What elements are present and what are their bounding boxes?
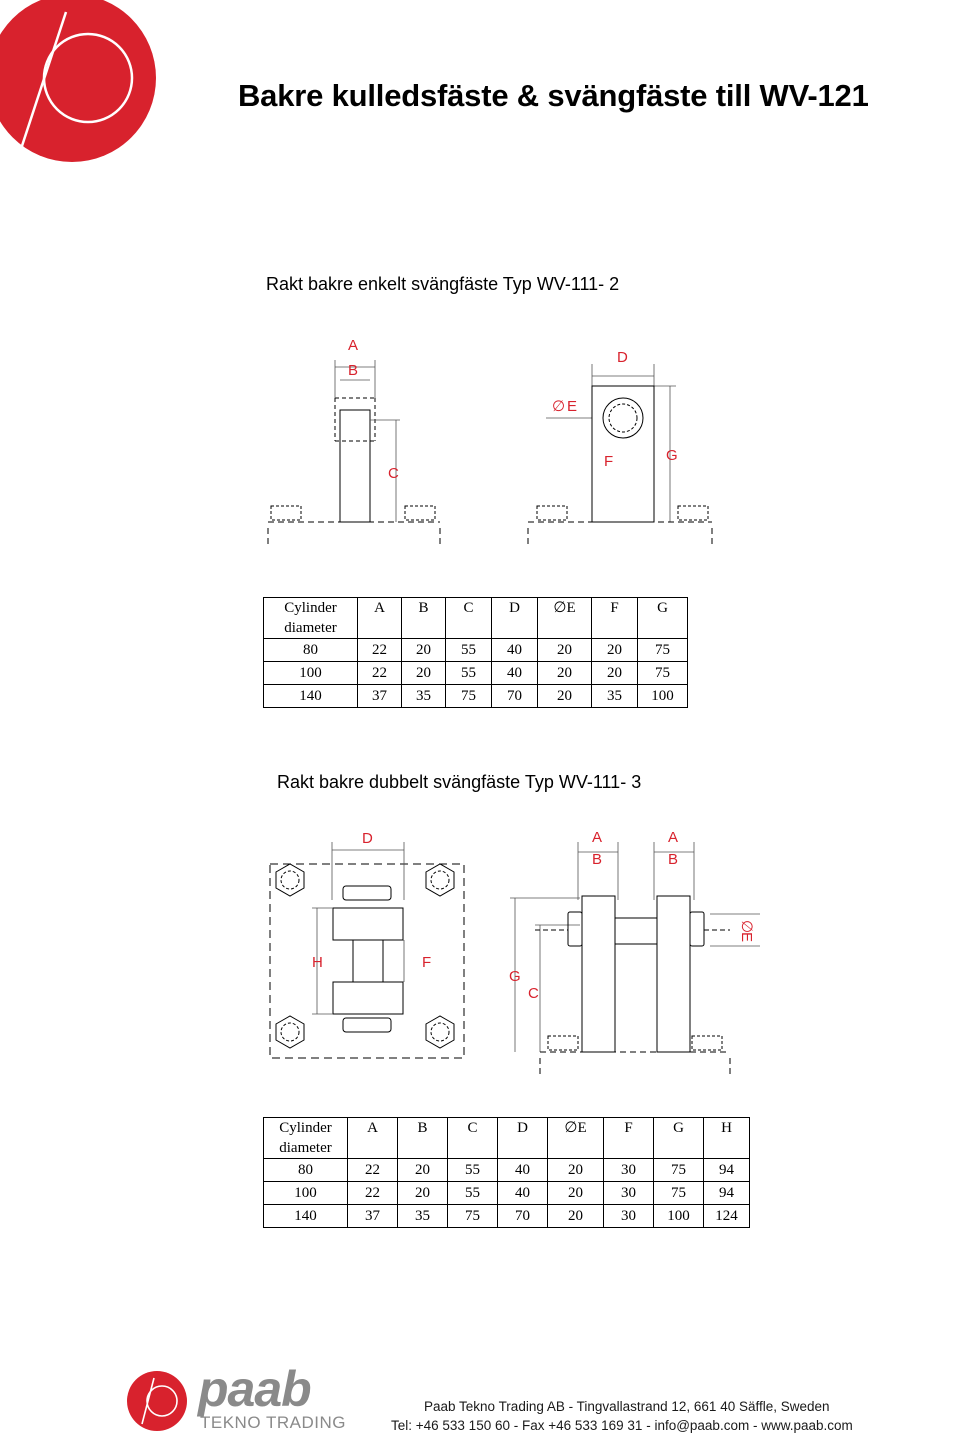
page-title: Bakre kulledsfäste & svängfäste till WV-121 — [238, 78, 869, 113]
table-cell: 100 — [638, 685, 688, 708]
dim-label-a-2: A — [668, 829, 679, 846]
table-cell: 75 — [654, 1182, 704, 1205]
spec-table-single-body — [264, 598, 688, 708]
table-header-row — [264, 598, 688, 639]
header-d: D — [498, 1118, 548, 1159]
table-cell: 30 — [604, 1159, 654, 1182]
brand-wordmark: paab — [198, 1361, 311, 1417]
table-cell: 75 — [654, 1159, 704, 1182]
table-cell: 55 — [448, 1182, 498, 1205]
footer-address: Paab Tekno Trading AB - Tingvallastrand 12, 661 40 Säffle, Sweden — [424, 1399, 830, 1414]
table-cell: 70 — [498, 1205, 548, 1228]
table-cell: 75 — [638, 639, 688, 662]
header-c: C — [448, 1118, 498, 1159]
table-cell: 35 — [398, 1205, 448, 1228]
dim-label-b-1: B — [592, 851, 603, 868]
table-cell: 75 — [448, 1205, 498, 1228]
header-g: G — [638, 598, 688, 639]
dim-label-h: H — [312, 954, 323, 971]
table-cell: 30 — [604, 1205, 654, 1228]
paab-logo-footer-icon — [126, 1370, 188, 1432]
table-cell: 75 — [638, 662, 688, 685]
section2-title: Rakt bakre dubbelt svängfäste Typ WV-111- 3 — [277, 772, 642, 792]
header-a: A — [348, 1118, 398, 1159]
table-cell: 40 — [492, 639, 538, 662]
header-b: B — [398, 1118, 448, 1159]
table-cell: 94 — [704, 1182, 750, 1205]
header-e: ∅E — [548, 1118, 604, 1159]
header-a: A — [358, 598, 402, 639]
dim-label-e-symbol: ∅ — [552, 398, 566, 415]
table-cell: 20 — [538, 685, 592, 708]
dim-label-b: B — [348, 362, 359, 379]
table-cell: 100 — [264, 1182, 348, 1205]
header-f: F — [592, 598, 638, 639]
spec-table-double-body — [264, 1118, 750, 1228]
header-g: G — [654, 1118, 704, 1159]
spec-table-double — [263, 1117, 750, 1228]
table-cell: 35 — [402, 685, 446, 708]
table-cell: 55 — [448, 1159, 498, 1182]
table-row — [264, 639, 688, 662]
table-cell: 20 — [538, 662, 592, 685]
dim-label-d: D — [617, 349, 628, 366]
table-cell: 20 — [402, 639, 446, 662]
brand-subtitle: TEKNO TRADING — [200, 1413, 346, 1432]
table-cell: 94 — [704, 1159, 750, 1182]
table-cell: 40 — [492, 662, 538, 685]
dim-label-c: C — [528, 985, 539, 1002]
dim-label-d: D — [362, 830, 373, 847]
table-cell: 40 — [498, 1159, 548, 1182]
table-cell: 22 — [358, 639, 402, 662]
table-cell: 140 — [264, 685, 358, 708]
table-row — [264, 1182, 750, 1205]
header-cylinder-diameter: Cylinder diameter — [264, 598, 358, 639]
table-cell: 37 — [358, 685, 402, 708]
table-cell: 100 — [264, 662, 358, 685]
table-cell: 40 — [498, 1182, 548, 1205]
table-cell: 37 — [348, 1205, 398, 1228]
table-cell: 100 — [654, 1205, 704, 1228]
table-cell: 20 — [548, 1182, 604, 1205]
table-cell: 20 — [398, 1159, 448, 1182]
table-cell: 124 — [704, 1205, 750, 1228]
drawing-double-mount — [265, 820, 765, 1080]
table-cell: 22 — [358, 662, 402, 685]
table-cell: 20 — [548, 1159, 604, 1182]
dim-label-e: E — [567, 398, 578, 415]
dim-label-a: A — [348, 337, 359, 354]
header-c: C — [446, 598, 492, 639]
table-row — [264, 1205, 750, 1228]
table-row — [264, 1159, 750, 1182]
table-row — [264, 685, 688, 708]
drawing-single-mount — [255, 325, 725, 555]
header-h: H — [704, 1118, 750, 1159]
table-cell: 75 — [446, 685, 492, 708]
table-cell: 55 — [446, 662, 492, 685]
table-cell: 70 — [492, 685, 538, 708]
table-cell: 20 — [548, 1205, 604, 1228]
table-cell: 80 — [264, 1159, 348, 1182]
dim-label-f: F — [604, 453, 614, 470]
footer-contact: Tel: +46 533 150 60 - Fax +46 533 169 31 - info@paab.com - www.paab.com — [391, 1418, 853, 1433]
table-cell: 20 — [592, 662, 638, 685]
header-cylinder-diameter: Cylinder diameter — [264, 1118, 348, 1159]
table-cell: 140 — [264, 1205, 348, 1228]
header-b: B — [402, 598, 446, 639]
table-cell: 22 — [348, 1182, 398, 1205]
header-f: F — [604, 1118, 654, 1159]
dim-label-b-2: B — [668, 851, 679, 868]
table-cell: 20 — [398, 1182, 448, 1205]
dim-label-g: G — [666, 447, 678, 464]
table-cell: 20 — [592, 639, 638, 662]
dim-label-f: F — [422, 954, 432, 971]
table-row — [264, 662, 688, 685]
section1-title: Rakt bakre enkelt svängfäste Typ WV-111- 2 — [266, 274, 620, 294]
header-e: ∅E — [538, 598, 592, 639]
table-header-row — [264, 1118, 750, 1159]
table-cell: 35 — [592, 685, 638, 708]
dim-label-e-symbol: ∅ — [738, 920, 755, 934]
table-cell: 80 — [264, 639, 358, 662]
dim-label-e: E — [738, 932, 755, 943]
table-cell: 22 — [348, 1159, 398, 1182]
dim-label-a-1: A — [592, 829, 603, 846]
header-d: D — [492, 598, 538, 639]
spec-table-single — [263, 597, 688, 708]
dim-label-c: C — [388, 465, 399, 482]
table-cell: 55 — [446, 639, 492, 662]
table-cell: 20 — [402, 662, 446, 685]
table-cell: 30 — [604, 1182, 654, 1205]
dim-label-g: G — [509, 968, 521, 985]
table-cell: 20 — [538, 639, 592, 662]
paab-logo-corner-icon — [0, 0, 160, 170]
